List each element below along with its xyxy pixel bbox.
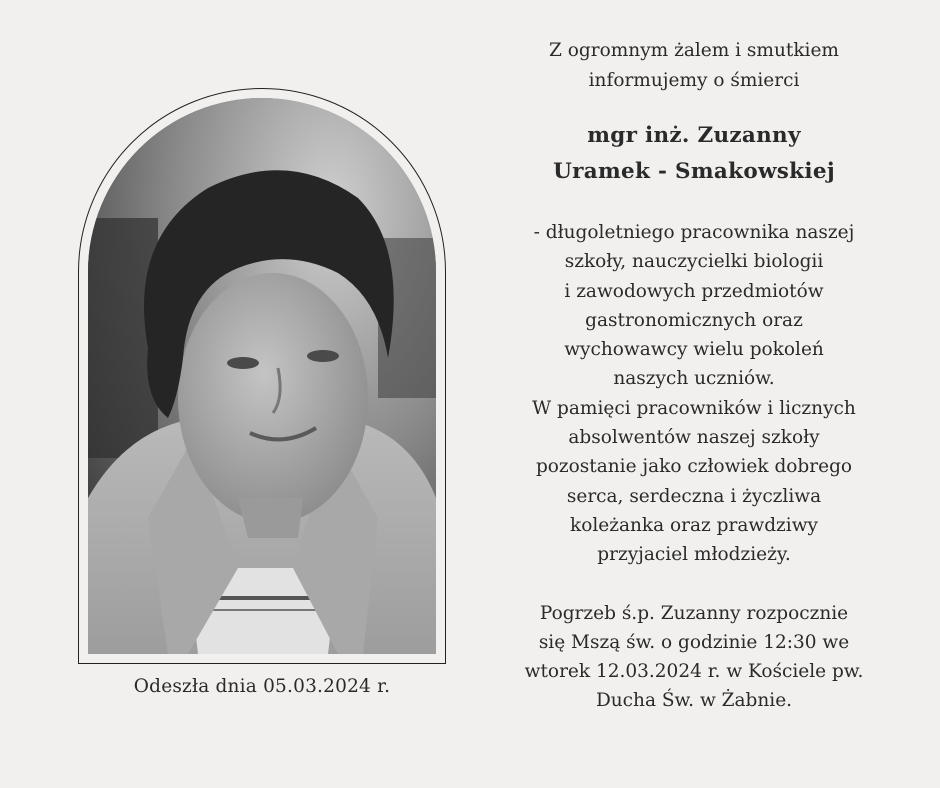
deceased-name bbox=[472, 118, 916, 190]
obituary-text bbox=[472, 36, 916, 716]
bio-line: przyjaciel młodzieży. bbox=[597, 544, 791, 566]
intro-line: Z ogromnym żalem i smutkiem bbox=[549, 40, 839, 61]
bio-line: naszych uczniów. bbox=[613, 368, 775, 390]
bio-line: i zawodowych przedmiotów bbox=[564, 280, 824, 302]
portrait-illustration bbox=[88, 98, 436, 654]
bio-line: pozostanie jako człowiek dobrego bbox=[535, 456, 853, 478]
name-line: Uramek - Smakowskiej bbox=[553, 159, 835, 184]
intro-text bbox=[472, 36, 916, 96]
bio-line: absolwentów naszej szkoły bbox=[568, 427, 820, 449]
funeral-line: Ducha Św. w Żabnie. bbox=[595, 690, 793, 712]
funeral-info bbox=[472, 599, 916, 716]
bio-line: serca, serdeczna i życzliwa bbox=[566, 485, 822, 507]
funeral-line: się Mszą św. o godzinie 12:30 we bbox=[538, 631, 850, 653]
intro-line: informujemy o śmierci bbox=[588, 70, 800, 91]
photo-caption: Odeszła dnia 05.03.2024 r. bbox=[133, 676, 391, 697]
bio-line: W pamięci pracowników i licznych bbox=[532, 397, 856, 419]
name-line: mgr inż. Zuzanny bbox=[587, 123, 801, 148]
portrait-photo bbox=[88, 98, 436, 654]
biography-text bbox=[472, 218, 916, 570]
bio-line: koleżanka oraz prawdziwy bbox=[569, 514, 818, 536]
funeral-line: wtorek 12.03.2024 r. w Kościele pw. bbox=[524, 661, 864, 683]
funeral-line: Pogrzeb ś.p. Zuzanny rozpocznie bbox=[539, 602, 849, 624]
bio-line: - długoletniego pracownika naszej bbox=[533, 222, 855, 243]
bio-line: szkoły, nauczycielki biologii bbox=[564, 251, 824, 273]
bio-line: wychowawcy wielu pokoleń bbox=[564, 339, 824, 361]
bio-line: gastronomicznych oraz bbox=[585, 309, 803, 331]
